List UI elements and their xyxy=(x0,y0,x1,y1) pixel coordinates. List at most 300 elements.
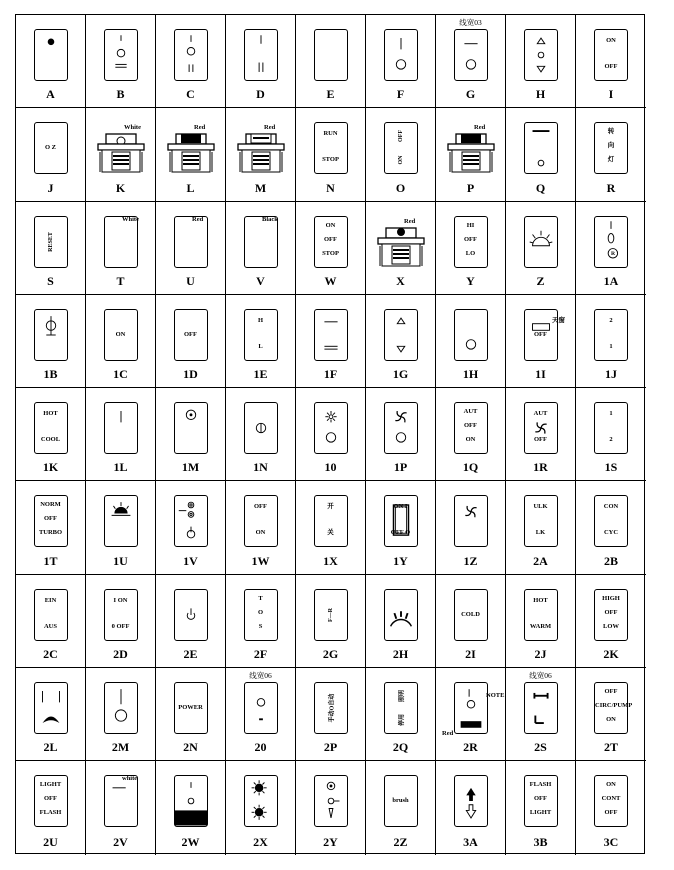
switch-legend-vertical-text: OFF xyxy=(397,130,404,143)
switch-code-label: 1T xyxy=(43,553,58,568)
switch-face-icon xyxy=(314,775,348,827)
switch-symbol-icon xyxy=(175,776,207,826)
switch-symbol-icon xyxy=(525,123,557,173)
switch-code-label: L xyxy=(186,180,195,195)
switch-code-label: U xyxy=(186,273,195,288)
switch-symbol-icon xyxy=(245,683,277,733)
switch-code-label: 2M xyxy=(111,740,130,755)
color-note: NOTE xyxy=(486,692,505,700)
switch-face-icon xyxy=(454,495,488,547)
switch-cell-s xyxy=(16,202,86,295)
switch-cell-2i xyxy=(436,575,506,668)
switch-catalog-grid xyxy=(15,14,645,854)
switch-cell-1j xyxy=(576,295,646,388)
switch-code-label: 2K xyxy=(603,647,619,662)
switch-symbol-icon xyxy=(35,683,67,733)
switch-code-label: 2N xyxy=(183,740,198,755)
switch-legend-text: 1 xyxy=(609,342,613,350)
switch-symbol-icon xyxy=(175,217,207,267)
switch-face-icon xyxy=(174,402,208,454)
switch-cell-2a xyxy=(506,481,576,574)
switch-symbol-icon xyxy=(595,217,627,267)
switch-legend-text: NORM xyxy=(40,501,61,509)
switch-legend-text: OFF xyxy=(254,503,267,511)
switch-face-icon xyxy=(384,122,418,174)
switch-legend-text: L xyxy=(258,342,263,350)
color-note: Red xyxy=(264,124,276,132)
switch-legend-text: HOT xyxy=(533,596,548,604)
switch-legend-text: AUT xyxy=(533,410,548,418)
switch-code-label: R xyxy=(606,180,616,195)
switch-symbol-icon xyxy=(105,683,137,733)
switch-cell-1w xyxy=(226,481,296,574)
switch-face-icon xyxy=(34,216,68,268)
switch-cell-c xyxy=(156,15,226,108)
switch-legend-text: HI xyxy=(466,221,475,229)
switch-cell-1n xyxy=(226,388,296,481)
switch-code-label: 2Z xyxy=(393,834,408,849)
switch-code-label: 1G xyxy=(392,367,409,382)
switch-legend-text: OFF xyxy=(44,515,57,523)
line-width-tag: 线宽03 xyxy=(459,18,482,27)
switch-code-label: 1N xyxy=(253,460,268,475)
switch-face-icon xyxy=(594,216,628,268)
switch-legend-text: OFF xyxy=(604,809,618,817)
switch-legend-text: CONT xyxy=(601,795,621,803)
switch-face-icon xyxy=(314,216,348,268)
switch-code-label: 1M xyxy=(181,460,200,475)
switch-face-icon xyxy=(314,309,348,361)
switch-face-icon xyxy=(244,775,278,827)
switch-legend-text: 灯 xyxy=(607,156,615,164)
switch-symbol-icon xyxy=(105,403,137,453)
switch-symbol-icon xyxy=(245,403,277,453)
switch-legend-text: WARM xyxy=(529,622,552,630)
switch-code-label: 1P xyxy=(393,460,408,475)
switch-legend-text: OFF xyxy=(604,608,618,616)
switch-code-label: C xyxy=(186,87,195,102)
switch-face-icon xyxy=(34,589,68,641)
switch-cell-1p xyxy=(366,388,436,481)
switch-legend-text: OFF xyxy=(604,63,618,70)
switch-face-icon xyxy=(174,589,208,641)
switch-legend-text: ON xyxy=(606,716,616,724)
switch-face-icon xyxy=(104,589,138,641)
switch-code-label: 3B xyxy=(533,834,548,849)
switch-legend-text: TURBO xyxy=(38,529,63,537)
switch-legend-vertical-text: 手动O自动 xyxy=(329,693,335,723)
switch-code-label: 2C xyxy=(43,647,58,662)
switch-legend-vertical-text: 停用 xyxy=(399,714,405,727)
switch-symbol-icon xyxy=(525,217,557,267)
switch-legend-text: LIGHT xyxy=(39,781,62,789)
switch-face-icon xyxy=(34,122,68,174)
switch-legend-text: OFF xyxy=(44,795,57,803)
switch-face-icon xyxy=(104,682,138,734)
switch-code-label: 1K xyxy=(42,460,59,475)
switch-cell-1y xyxy=(366,481,436,574)
switch-code-label: 2R xyxy=(463,740,478,755)
switch-symbol-icon xyxy=(175,496,207,546)
switch-cell-3c xyxy=(576,761,646,854)
switch-cell-2h xyxy=(366,575,436,668)
switch-cell-3b xyxy=(506,761,576,854)
switch-legend-text: RUN xyxy=(323,130,338,138)
switch-symbol-icon xyxy=(315,776,347,826)
switch-face-icon xyxy=(314,402,348,454)
switch-symbol-icon xyxy=(455,310,487,360)
switch-code-label: X xyxy=(396,273,405,288)
switch-cell-f xyxy=(366,15,436,108)
switch-face-icon xyxy=(524,682,558,734)
switch-cell-1q xyxy=(436,388,506,481)
switch-legend-text: STOP xyxy=(322,249,339,257)
switch-cell-2r xyxy=(436,668,506,761)
switch-code-label: 1Y xyxy=(393,553,408,568)
switch-legend-vertical-text: 照明 xyxy=(399,690,405,703)
switch-cell-2b xyxy=(576,481,646,574)
switch-code-label: 2J xyxy=(534,647,547,662)
switch-code-label: 2Q xyxy=(392,740,409,755)
switch-cell-g xyxy=(436,15,506,108)
switch-symbol-icon xyxy=(105,30,137,80)
switch-cell-2s xyxy=(506,668,576,761)
switch-cell-2z xyxy=(366,761,436,854)
switch-cell-u xyxy=(156,202,226,295)
switch-cell-2g xyxy=(296,575,366,668)
switch-code-label: 1J xyxy=(605,367,617,382)
switch-legend-text: S xyxy=(258,622,263,630)
switch-face-icon xyxy=(174,775,208,827)
rocker-switch-icon xyxy=(166,132,216,174)
switch-legend-text: OFF xyxy=(534,330,547,338)
switch-cell-1r xyxy=(506,388,576,481)
switch-legend-text: FLASH xyxy=(529,781,552,789)
switch-cell-1u xyxy=(86,481,156,574)
switch-legend-text: OFF xyxy=(464,235,477,243)
switch-code-label: 1E xyxy=(253,367,268,382)
switch-code-label: 2U xyxy=(43,834,58,849)
switch-cell-1h xyxy=(436,295,506,388)
switch-legend-text: CON xyxy=(603,503,619,511)
switch-legend-text: ON xyxy=(325,221,336,229)
switch-legend-text: O Z xyxy=(44,144,57,152)
switch-legend-text: CIRC/PUMP xyxy=(595,702,633,710)
switch-code-label: 2F xyxy=(253,647,268,662)
switch-code-label: 20 xyxy=(254,740,267,755)
switch-symbol-icon xyxy=(455,30,487,80)
color-note: 天窗 xyxy=(552,316,565,324)
switch-code-label: 1U xyxy=(113,553,128,568)
switch-legend-text: T xyxy=(258,594,263,602)
switch-face-icon xyxy=(174,682,208,734)
switch-face-icon xyxy=(594,309,628,361)
switch-cell-1i xyxy=(506,295,576,388)
switch-legend-text: ON xyxy=(115,330,126,338)
switch-face-icon xyxy=(314,682,348,734)
switch-face-icon xyxy=(244,589,278,641)
switch-legend-text: LIGHT xyxy=(529,809,552,817)
switch-symbol-icon xyxy=(315,403,347,453)
switch-cell-1l xyxy=(86,388,156,481)
switch-code-label: M xyxy=(254,180,267,195)
switch-cell-2w xyxy=(156,761,226,854)
switch-face-icon xyxy=(244,682,278,734)
switch-face-icon xyxy=(524,29,558,81)
switch-face-icon xyxy=(244,309,278,361)
switch-cell-1k xyxy=(16,388,86,481)
switch-code-label: Z xyxy=(536,273,545,288)
switch-symbol-icon xyxy=(175,590,207,640)
switch-code-label: Y xyxy=(466,273,475,288)
switch-face-icon xyxy=(244,216,278,268)
switch-cell-1t xyxy=(16,481,86,574)
switch-symbol-icon xyxy=(175,403,207,453)
switch-symbol-icon xyxy=(245,217,277,267)
switch-code-label: 1Z xyxy=(463,553,478,568)
switch-code-label: K xyxy=(115,180,126,195)
switch-code-label: 1R xyxy=(533,460,548,475)
switch-code-label: 1C xyxy=(113,367,128,382)
switch-symbol-icon xyxy=(35,310,67,360)
switch-symbol-icon xyxy=(525,683,557,733)
color-note: Red xyxy=(194,124,206,132)
switch-code-label: 3C xyxy=(603,834,619,849)
switch-code-label: 2W xyxy=(181,834,200,849)
switch-cell-1m xyxy=(156,388,226,481)
switch-cell-b xyxy=(86,15,156,108)
switch-cell-d xyxy=(226,15,296,108)
switch-code-label: D xyxy=(256,87,265,102)
switch-face-icon xyxy=(34,682,68,734)
switch-legend-text: H xyxy=(257,316,264,324)
switch-code-label: 2H xyxy=(392,647,409,662)
switch-cell-x xyxy=(366,202,436,295)
switch-cell-1x xyxy=(296,481,366,574)
switch-face-icon xyxy=(454,29,488,81)
color-note: White xyxy=(124,124,141,132)
switch-cell-2p xyxy=(296,668,366,761)
switch-face-icon xyxy=(594,682,633,734)
switch-legend-text: 向 xyxy=(607,142,615,150)
line-width-tag: 线宽06 xyxy=(249,671,272,681)
switch-cell-2t xyxy=(576,668,646,761)
switch-cell-1g xyxy=(366,295,436,388)
switch-face-icon xyxy=(594,495,628,547)
color-note: Red xyxy=(192,215,204,223)
switch-code-label: J xyxy=(47,180,54,195)
switch-legend-text: 1 xyxy=(609,410,613,418)
switch-cell-k xyxy=(86,108,156,201)
color-note: Red xyxy=(442,730,454,738)
switch-legend-text: 关 xyxy=(327,529,334,537)
switch-cell-m xyxy=(226,108,296,201)
rocker-switch-icon xyxy=(236,132,286,174)
switch-cell-h xyxy=(506,15,576,108)
switch-legend-text: HIGH xyxy=(602,594,620,602)
switch-face-icon xyxy=(454,402,488,454)
switch-code-label: 2V xyxy=(113,834,128,849)
switch-legend-text: OFF O xyxy=(390,529,411,537)
switch-cell-2j xyxy=(506,575,576,668)
switch-symbol-icon xyxy=(385,590,417,640)
switch-legend-text: 开 xyxy=(327,503,334,511)
switch-legend-text: OFF xyxy=(464,422,477,430)
switch-face-icon xyxy=(34,495,68,547)
switch-face-icon xyxy=(454,309,488,361)
switch-legend-text: HOT xyxy=(43,410,58,418)
switch-code-label: P xyxy=(466,180,475,195)
switch-cell-q xyxy=(506,108,576,201)
switch-legend-text: COLD xyxy=(461,610,480,618)
switch-code-label: V xyxy=(256,273,265,288)
switch-cell-20 xyxy=(226,668,296,761)
switch-cell-1s xyxy=(576,388,646,481)
switch-legend-text: POWER xyxy=(178,704,203,712)
switch-cell-2v xyxy=(86,761,156,854)
switch-legend-text: FLASH xyxy=(39,809,62,817)
switch-code-label: 2Y xyxy=(323,834,338,849)
switch-face-icon xyxy=(104,309,138,361)
switch-cell-2l xyxy=(16,668,86,761)
switch-face-icon xyxy=(594,122,628,174)
switch-cell-e xyxy=(296,15,366,108)
switch-legend-text: ULK xyxy=(533,503,548,511)
switch-code-label: S xyxy=(47,273,54,288)
switch-code-label: O xyxy=(395,180,406,195)
switch-legend-text: 2 xyxy=(609,316,613,324)
switch-face-icon xyxy=(104,29,138,81)
switch-cell-2u xyxy=(16,761,86,854)
switch-face-icon xyxy=(34,29,68,81)
switch-cell-1b xyxy=(16,295,86,388)
switch-code-label: 10 xyxy=(324,460,337,475)
switch-cell-2q xyxy=(366,668,436,761)
switch-face-icon xyxy=(244,402,278,454)
switch-code-label: 1F xyxy=(323,367,338,382)
switch-legend-text: ON I xyxy=(393,503,408,511)
switch-face-icon xyxy=(384,682,418,734)
switch-face-icon xyxy=(174,216,208,268)
switch-symbol-icon xyxy=(105,496,137,546)
switch-code-label: 2I xyxy=(465,647,476,662)
switch-legend-text: OFF xyxy=(534,795,547,803)
switch-cell-n xyxy=(296,108,366,201)
switch-symbol-icon xyxy=(35,30,67,80)
switch-legend-text: COOL xyxy=(40,436,61,444)
switch-code-label: 2X xyxy=(253,834,268,849)
switch-code-label: I xyxy=(608,87,614,102)
switch-symbol-icon xyxy=(245,30,277,80)
switch-cell-10 xyxy=(296,388,366,481)
switch-legend-text: ON xyxy=(606,37,616,44)
switch-code-label: 2T xyxy=(603,740,618,755)
switch-symbol-icon xyxy=(315,310,347,360)
switch-cell-1c xyxy=(86,295,156,388)
switch-cell-1a xyxy=(576,202,646,295)
switch-face-icon xyxy=(594,589,628,641)
switch-legend-text: CYC xyxy=(603,529,619,537)
switch-face-icon xyxy=(384,495,418,547)
rocker-switch-icon xyxy=(96,132,146,174)
switch-legend-text: LOW xyxy=(603,622,619,630)
switch-face-icon xyxy=(594,402,628,454)
switch-code-label: 1A xyxy=(603,273,619,288)
switch-code-label: F xyxy=(396,87,405,102)
switch-code-label: 1D xyxy=(183,367,198,382)
switch-symbol-icon xyxy=(315,30,347,80)
switch-legend-text: EIN xyxy=(44,596,57,604)
switch-code-label: 2P xyxy=(323,740,338,755)
switch-legend-text: ON xyxy=(465,436,476,444)
switch-code-label: 2E xyxy=(183,647,198,662)
switch-face-icon xyxy=(244,495,278,547)
switch-face-icon xyxy=(174,29,208,81)
switch-face-icon xyxy=(594,775,628,827)
switch-symbol-icon xyxy=(105,217,137,267)
switch-cell-i xyxy=(576,15,646,108)
switch-symbol-icon xyxy=(385,30,417,80)
switch-symbol-icon xyxy=(525,30,557,80)
switch-cell-2m xyxy=(86,668,156,761)
rocker-switch-icon xyxy=(446,132,496,174)
switch-code-label: N xyxy=(326,180,335,195)
switch-face-icon xyxy=(524,589,558,641)
switch-cell-2y xyxy=(296,761,366,854)
switch-cell-2x xyxy=(226,761,296,854)
switch-cell-2f xyxy=(226,575,296,668)
switch-legend-vertical-text: F—R xyxy=(327,607,334,622)
switch-face-icon xyxy=(384,775,418,827)
switch-code-label: W xyxy=(324,273,337,288)
switch-code-label: A xyxy=(46,87,55,102)
switch-symbol-icon xyxy=(455,496,487,546)
rocker-switch-icon xyxy=(376,226,426,268)
switch-code-label: 1W xyxy=(251,553,270,568)
switch-face-icon xyxy=(524,495,558,547)
switch-code-label: 1H xyxy=(462,367,479,382)
switch-legend-text: 2 xyxy=(609,436,613,444)
switch-cell-1v xyxy=(156,481,226,574)
switch-code-label: G xyxy=(465,87,476,102)
switch-cell-3a xyxy=(436,761,506,854)
switch-face-icon xyxy=(244,29,278,81)
switch-face-icon xyxy=(524,402,558,454)
switch-code-label: 2L xyxy=(43,740,58,755)
switch-legend-text: brush xyxy=(392,797,409,805)
switch-code-label: 1Q xyxy=(462,460,479,475)
switch-face-icon xyxy=(34,402,68,454)
switch-legend-text: 转 xyxy=(607,128,615,136)
switch-cell-2d xyxy=(86,575,156,668)
switch-code-label: 2D xyxy=(113,647,128,662)
switch-legend-text: I ON xyxy=(113,596,128,604)
svg-text:R: R xyxy=(611,250,616,257)
switch-face-icon xyxy=(174,495,208,547)
switch-cell-1e xyxy=(226,295,296,388)
switch-legend-text: OFF xyxy=(534,436,547,444)
switch-face-icon xyxy=(34,309,68,361)
switch-face-icon xyxy=(104,495,138,547)
switch-legend-text: OFF xyxy=(184,330,197,338)
switch-legend-text: 0 OFF xyxy=(111,622,130,630)
switch-symbol-icon xyxy=(175,30,207,80)
switch-legend-text: O xyxy=(257,608,264,616)
switch-symbol-icon xyxy=(245,776,277,826)
switch-code-label: 2A xyxy=(533,553,548,568)
switch-face-icon xyxy=(104,402,138,454)
switch-legend-vertical-text: RESET xyxy=(47,231,54,252)
